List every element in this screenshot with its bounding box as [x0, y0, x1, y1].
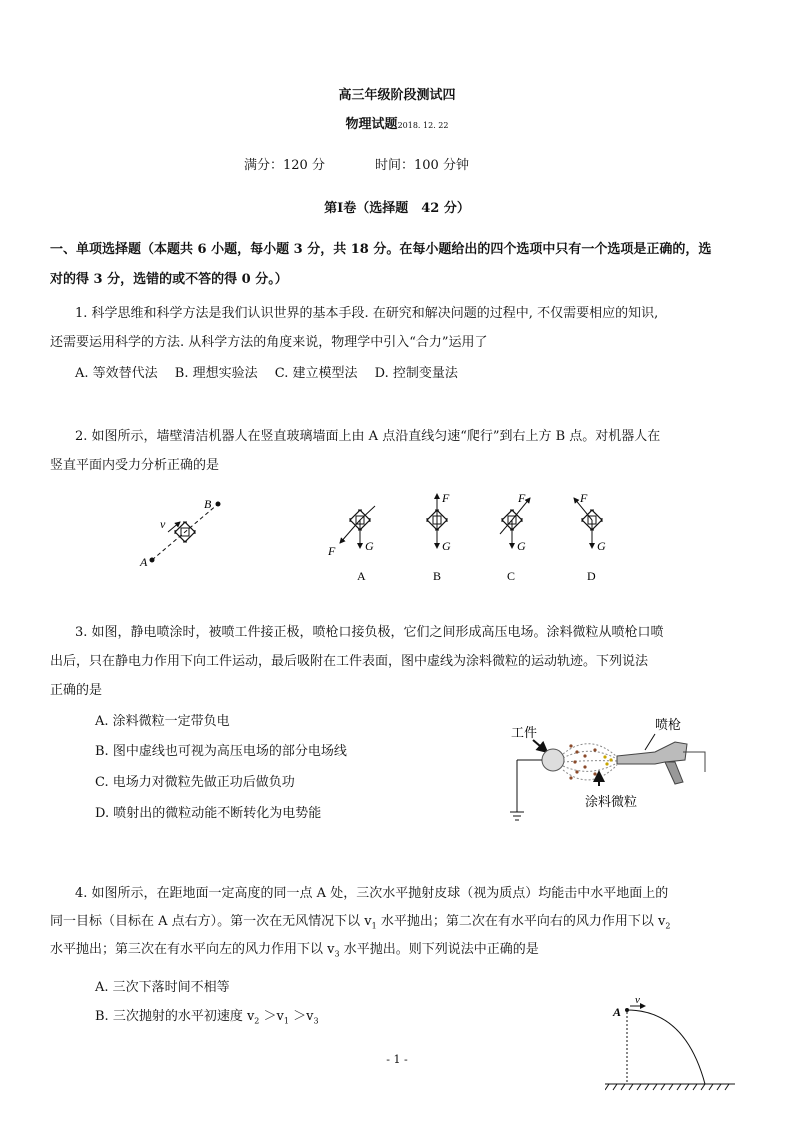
point-b-dot: [216, 502, 221, 507]
subject-title: [0, 115, 794, 136]
velocity-arrow: [168, 522, 180, 532]
option-b-label: B: [433, 569, 442, 583]
svg-text:F: F: [328, 544, 336, 558]
q3-line3: 正确的是: [50, 683, 103, 698]
q3-option-a: A. 涂料微粒一定带负电: [95, 714, 230, 729]
q3-line1: 3. 如图，静电喷涂时，被喷工件接正极，喷枪口接负极，它们之间形成高压电场。涂料微粒从喷枪口喷: [75, 625, 664, 640]
q3-option-d: D. 喷射出的微粒动能不断转化为电势能: [95, 806, 322, 821]
q1-line2: 还需要运用科学的方法. 从科学方法的角度来说，物理学中引入“合力”运用了: [50, 335, 488, 350]
exam-date: 2018. 12. 22: [397, 121, 449, 130]
point-b-label: B: [204, 497, 212, 511]
score-info: 满分：120 分: [244, 158, 325, 173]
option-c-label: C: [507, 569, 516, 583]
q4-option-b: B. 三次抛射的水平初速度 $v_2 >v_1 >v_3$: [95, 1009, 319, 1026]
point-a-label: A: [140, 555, 148, 569]
svg-text:F: F: [580, 491, 588, 505]
q3-option-b: B. 图中虚线也可视为高压电场的部分电场线: [95, 744, 347, 759]
svg-text:G: G: [365, 539, 374, 553]
q4-point-a-label: A: [613, 1005, 622, 1019]
workpiece-ball: [542, 749, 564, 771]
page-number: - 1 -: [386, 1053, 408, 1066]
option-a-label: A: [357, 569, 366, 583]
workpiece-label: 工件: [511, 725, 538, 740]
q2-force-diagram: [130, 488, 630, 588]
section-instructions-line1: 一、单项选择题（本题共 6 小题，每小题 3 分，共 18 分。在每小题给出的四个选项中只有一个选项是正确的，选: [50, 242, 712, 257]
q3-spray-diagram: [505, 712, 725, 827]
svg-text:G: G: [597, 539, 606, 553]
q1-line1: 1. 科学思维和科学方法是我们认识世界的基本手段. 在研究和解决问题的过程中, 不仅需要相应的知识,: [75, 306, 659, 321]
point-a-dot: [150, 558, 155, 563]
velocity-label: v: [160, 517, 166, 531]
q2-option-c-diagram: [500, 491, 530, 583]
q3-line2: 出后，只在静电力作用下向工件运动，最后吸附在工件表面，图中虚线为涂料微粒的运动轨迹。下列说法: [50, 654, 649, 669]
exam-title: 高三年级阶段测试四: [338, 88, 456, 103]
svg-text:F: F: [442, 491, 450, 505]
subject-name: 物理试题: [345, 117, 398, 132]
svg-text:G: G: [517, 539, 526, 553]
q4-line1: 4. 如图所示，在距地面一定高度的同一点 A 处，三次水平抛射皮球（视为质点）均能击中水平地面上的: [75, 886, 669, 901]
q4-velocity-label: v: [635, 996, 640, 1006]
q2-line1: 2. 如图所示，墙壁清洁机器人在竖直玻璃墙面上由 A 点沿直线匀速“爬行”到右上方 B 点。对机器人在: [75, 429, 661, 444]
option-d-label: D: [587, 569, 596, 583]
q2-option-d-diagram: [574, 491, 606, 583]
section-instructions-line2: 对的得 3 分，选错的或不答的得 0 分。）: [50, 272, 288, 287]
particles-label: 涂料微粒: [585, 794, 638, 809]
q2-option-a-diagram: [327, 506, 375, 583]
trajectory-curve: [627, 1010, 705, 1084]
q3-option-c: C. 电场力对微粒先做正功后做负功: [95, 775, 295, 790]
q4-line3: 水平抛出；第三次在有水平向左的风力作用下以 $v_3$ 水平抛出。则下列说法中正确的是: [50, 942, 539, 959]
spray-gun-icon: [617, 742, 705, 784]
svg-text:F: F: [518, 491, 526, 505]
q2-line2: 竖直平面内受力分析正确的是: [50, 458, 220, 473]
q4-projectile-diagram: [605, 996, 740, 1096]
q4-option-a: A. 三次下落时间不相等: [95, 980, 230, 995]
q1-options: A. 等效替代法 B. 理想实验法 C. 建立模型法 D. 控制变量法: [75, 366, 458, 381]
q2-option-b-diagram: [427, 491, 451, 583]
part1-title: 第Ⅰ卷（选择题 42 分）: [324, 201, 470, 216]
svg-text:G: G: [442, 539, 451, 553]
gun-label: 喷枪: [655, 717, 682, 732]
q4-line2: 同一目标（目标在 A 点右方）。第一次在无风情况下以 $v_1$ 水平抛出；第二次在有水平向右的风力作用下以 $v_2$: [50, 914, 671, 931]
q2-path-figure: [139, 497, 221, 569]
time-info: 时间：100 分钟: [375, 158, 469, 173]
